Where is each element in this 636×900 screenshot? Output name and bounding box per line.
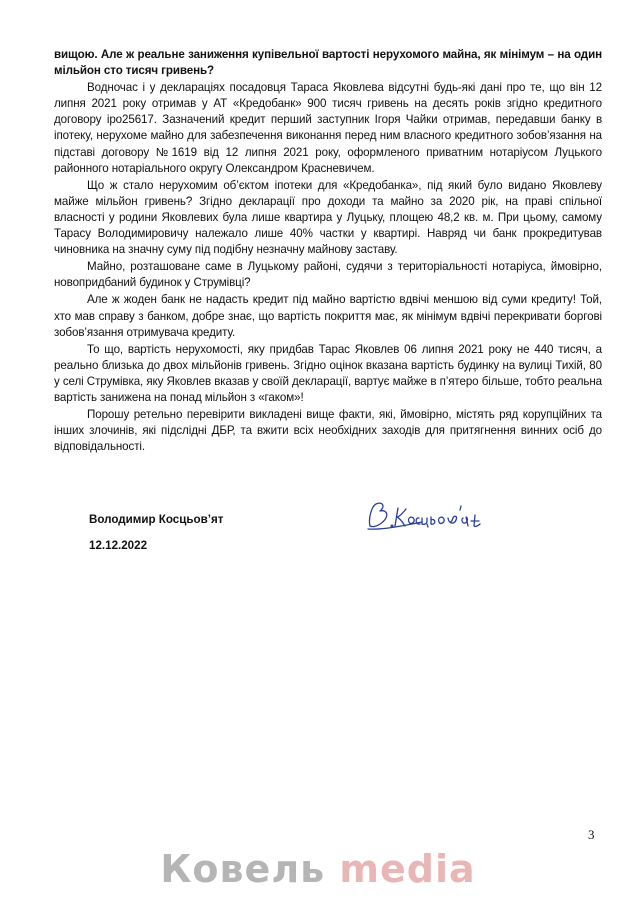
watermark-word-2: media	[339, 847, 476, 891]
paragraph-5: То що, вартість нерухомості, яку придбав Тарас Яковлев 06 липня 2021 року не 440 тисяч, а реально близька до двох мільйонів гривень. Згідно оцінок вказана вартість будинку на вулиці Тихій, 80 у селі Струмівка, яку Яковлев вказав у своїй декларації, вартує майже в п’ятеро більше, тобто реальна вартість занижена на понад мільйон з «гаком»!	[54, 342, 602, 404]
watermark-word-1: Ковель	[160, 847, 326, 891]
lead-paragraph: вищою. Але ж реальне заниження купівельної вартості нерухомого майна, як мінімум – на один мільйон сто тисяч гривень?	[54, 48, 602, 78]
paragraph-6: Порошу ретельно перевірити викладені вище факти, які, ймовірно, містять ряд корупційних та інших злочинів, які підслідні ДБР, та вжити всіх необхідних заходів для притягнення винних осіб до відповідальності.	[54, 408, 602, 454]
watermark-logo	[0, 846, 636, 892]
page-number: 3	[588, 827, 595, 842]
letter-body	[54, 47, 602, 456]
signer-name: Володимир Косцьов’ят	[89, 513, 224, 526]
paragraph-1: Водночас і у деклараціях посадовця Тараса Яковлева відсутні будь-які дані про те, що він 12 липня 2021 року отримав у АТ «Кредобанк» 900 тисяч гривень на десять років згідно кредитного договору іро25617. Зазначений кредит перший заступник Ігоря Чайки отримав, передавши банку в іпотеку, нерухоме майно для забезпечення виконання перед ним власного кредитного зобов’язання на підставі договору №1619 від 12 липня 2021 року, оформленого приватним нотаріусом Луцького районного нотаріального округу Олександром Красневичем.	[54, 81, 602, 175]
paragraph-3: Майно, розташоване саме в Луцькому районі, судячи з територіальності нотаріуса, ймовірно, новопридбаний будинок у Струмівці?	[54, 260, 602, 290]
signature-date: 12.12.2022	[89, 539, 148, 552]
handwritten-signature	[362, 496, 492, 536]
paragraph-4: Але ж жоден банк не надасть кредит під майно вартістю вдвічі меншою від суми кредиту! Той, хто мав справу з банком, добре знає, що вартість покриття має, як мінімум вдвічі перекривати боргові зобов’язання отримувача кредиту.	[54, 293, 602, 339]
paragraph-2: Що ж стало нерухомим об’єктом іпотеки для «Кредобанка», під який було видано Яковлеву майже мільйон гривень? Згідно декларації про доходи та майно за 2020 рік, на праві спільної власності у родини Яковлевих була лише квартира у Луцьку, площею 48,2 кв. м. При цьому, самому Тарасу Володимировичу належало лише 40% частки у квартирі. Навряд чи банк прокредитував чиновника на значну суму під подібну незначну майнову заставу.	[54, 178, 602, 257]
